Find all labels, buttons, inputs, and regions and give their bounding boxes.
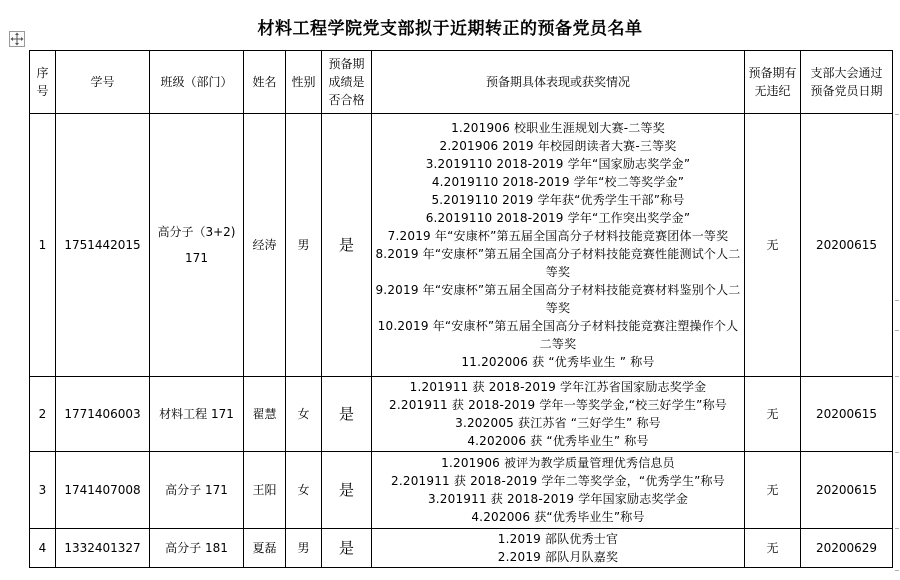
- class-line: 高分子（3+2): [157, 225, 236, 239]
- cell-student-id: 1751442015: [56, 114, 150, 377]
- performance-item: 2.201906 2019 年校园朗读者大赛-三等奖: [439, 139, 677, 153]
- cell-student-id: 1332401327: [56, 529, 150, 568]
- cell-approval-date: 20200615: [801, 452, 893, 529]
- performance-item: 8.2019 年“安康杯”第五届全国高分子材料技能竞赛性能测试个人二等奖: [375, 247, 741, 279]
- performance-item: 3.202005 获江苏省 “三好学生” 称号: [455, 416, 661, 430]
- cell-performance: [372, 114, 745, 377]
- performance-item: 2.2019 部队月队嘉奖: [497, 550, 619, 564]
- header-qualified: 预备期成绩是否合格: [322, 51, 372, 114]
- cell-violations: 无: [745, 452, 801, 529]
- cell-violations: 无: [745, 114, 801, 377]
- performance-item: 6.2019110 2018-2019 学年“工作突出奖学金”: [425, 211, 691, 225]
- cell-seq: 1: [30, 114, 56, 377]
- performance-item: 5.2019110 2019 学年获“优秀学生干部”称号: [431, 193, 685, 207]
- cell-qualified: 是: [322, 114, 372, 377]
- cell-approval-date: 20200615: [801, 114, 893, 377]
- table-row: [30, 452, 893, 529]
- header-violations: 预备期有无违纪: [745, 51, 801, 114]
- table-row: [30, 377, 893, 452]
- cell-name: 翟慧: [244, 377, 286, 452]
- cell-class: 高分子 181: [150, 529, 244, 568]
- performance-item: 11.202006 获 “优秀毕业生 ” 称号: [461, 355, 655, 369]
- cell-approval-date: 20200615: [801, 377, 893, 452]
- performance-item: 10.2019 年“安康杯”第五届全国高分子材料技能竞赛注塑操作个人二等奖: [377, 319, 739, 351]
- header-performance: 预备期具体表现或获奖情况: [372, 51, 745, 114]
- performance-item: 2.201911 获 2018-2019 学年二等奖学金，“优秀学生”称号: [391, 474, 725, 488]
- page-edge-marks: [892, 0, 900, 580]
- cell-name: 经涛: [244, 114, 286, 377]
- performance-item: 1.201906 被评为教学质量管理优秀信息员: [441, 456, 675, 470]
- move-cross-icon[interactable]: [9, 31, 25, 47]
- header-seq: 序号: [30, 51, 56, 114]
- performance-item: 4.202006 获 “优秀毕业生” 称号: [467, 434, 649, 448]
- cell-gender: 男: [286, 529, 322, 568]
- member-table: [29, 50, 893, 568]
- document-title: 材料工程学院党支部拟于近期转正的预备党员名单: [257, 19, 643, 39]
- header-gender: 性别: [286, 51, 322, 114]
- cell-name: 夏磊: [244, 529, 286, 568]
- cell-gender: 女: [286, 377, 322, 452]
- cell-performance: [372, 529, 745, 568]
- cell-qualified: 是: [322, 529, 372, 568]
- table-row: [30, 529, 893, 568]
- performance-item: 9.2019 年“安康杯”第五届全国高分子材料技能竞赛材料鉴别个人二等奖: [375, 283, 741, 315]
- cell-seq: 2: [30, 377, 56, 452]
- cell-qualified: 是: [322, 452, 372, 529]
- cell-gender: 女: [286, 452, 322, 529]
- cell-approval-date: 20200629: [801, 529, 893, 568]
- performance-item: 1.201906 校职业生涯规划大赛-二等奖: [451, 121, 665, 135]
- cell-class: [150, 114, 244, 377]
- cell-seq: 4: [30, 529, 56, 568]
- cell-qualified: 是: [322, 377, 372, 452]
- cell-name: 王阳: [244, 452, 286, 529]
- performance-item: 7.2019 年“安康杯”第五届全国高分子材料技能竞赛团体一等奖: [387, 229, 729, 243]
- header-name: 姓名: [244, 51, 286, 114]
- class-line: 171: [185, 251, 208, 265]
- cell-student-id: 1741407008: [56, 452, 150, 529]
- cell-violations: 无: [745, 377, 801, 452]
- performance-item: 4.202006 获“优秀毕业生”称号: [471, 510, 645, 524]
- cell-performance: [372, 377, 745, 452]
- performance-item: 3.2019110 2018-2019 学年“国家励志奖学金”: [425, 157, 691, 171]
- table-row: [30, 114, 893, 377]
- cell-student-id: 1771406003: [56, 377, 150, 452]
- header-row: [30, 51, 893, 114]
- cell-performance: [372, 452, 745, 529]
- cell-gender: 男: [286, 114, 322, 377]
- header-class: 班级（部门）: [150, 51, 244, 114]
- performance-item: 2.201911 获 2018-2019 学年一等奖学金,“校三好学生”称号: [389, 398, 727, 412]
- performance-item: 3.201911 获 2018-2019 学年国家励志奖学金: [427, 492, 689, 506]
- cell-class: 高分子 171: [150, 452, 244, 529]
- header-student-id: 学号: [56, 51, 150, 114]
- performance-item: 1.2019 部队优秀士官: [497, 532, 619, 546]
- header-approval-date: 支部大会通过预备党员日期: [801, 51, 893, 114]
- performance-item: 4.2019110 2018-2019 学年“校二等奖学金”: [431, 175, 685, 189]
- cell-seq: 3: [30, 452, 56, 529]
- cell-class: 材料工程 171: [150, 377, 244, 452]
- performance-item: 1.201911 获 2018-2019 学年江苏省国家励志奖学金: [409, 380, 707, 394]
- cell-violations: 无: [745, 529, 801, 568]
